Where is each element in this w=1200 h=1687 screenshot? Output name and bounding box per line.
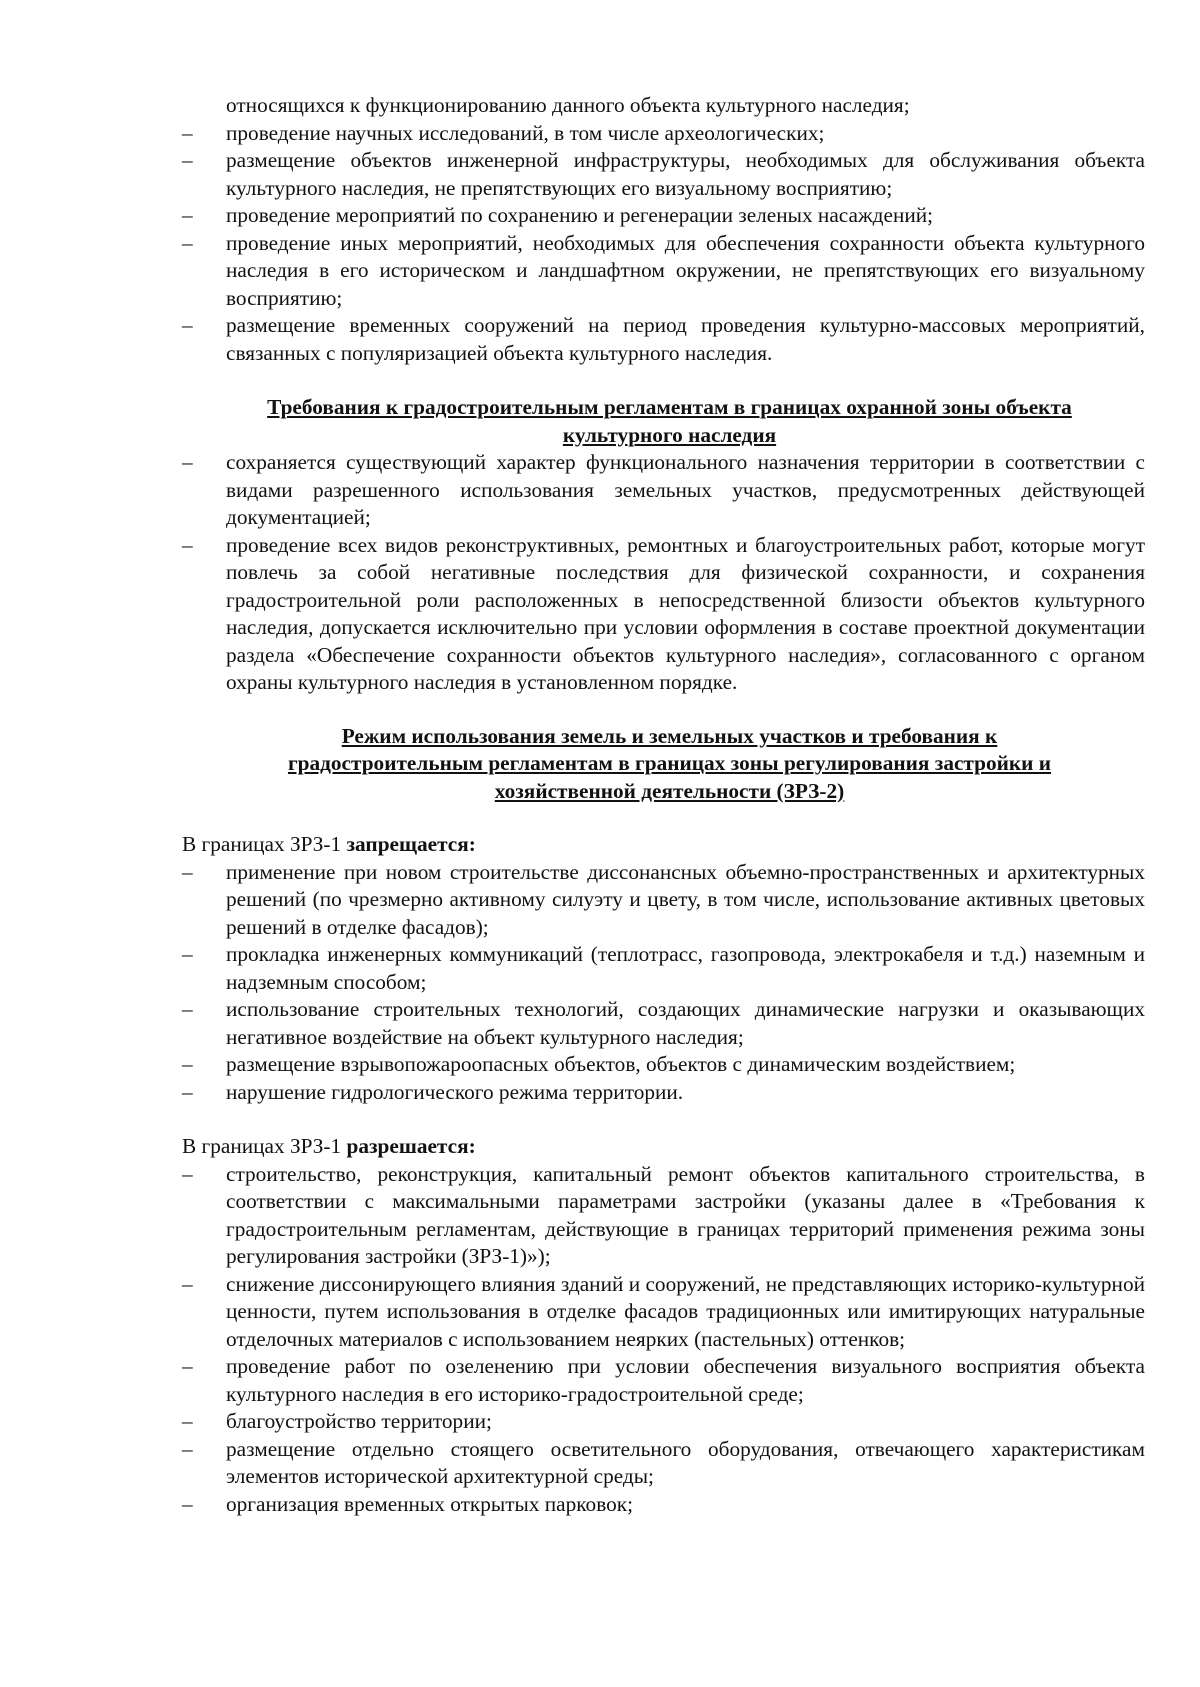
list-item bbox=[182, 1353, 1145, 1408]
heading-line: градостроительным регламентам в границах зоны регулирования застройки и bbox=[287, 751, 1052, 775]
list-dash: – bbox=[182, 1271, 193, 1296]
heading-line: культурного наследия bbox=[562, 422, 777, 447]
list-dash: – bbox=[182, 942, 193, 966]
list-item bbox=[182, 312, 1145, 367]
intro-prefix: В границах ЗРЗ-1 bbox=[182, 1134, 347, 1158]
intro-keyword: запрещается: bbox=[346, 832, 476, 856]
list-item-text: организация временных открытых парковок; bbox=[226, 1491, 634, 1516]
list-dash: – bbox=[182, 148, 193, 172]
list-item-text: проведение иных мероприятий, необходимых для обеспечения сохранности объекта культурного наследия в его историческом и ландшафтном окружении, не препятствующих его визуальному восприятию; bbox=[226, 230, 1145, 310]
list-item-text: проведение научных исследований, в том числе археологических; bbox=[226, 120, 825, 145]
list-dash: – bbox=[182, 313, 193, 337]
list-item bbox=[182, 1079, 1145, 1107]
list-item bbox=[182, 996, 1145, 1051]
list-dash: – bbox=[182, 1079, 193, 1104]
list-item-text: размещение временных сооружений на период проведения культурно-массовых мероприятий, связанных с популяризацией объекта культурного наследия. bbox=[226, 313, 1145, 365]
heading-line: Режим использования земель и земельных участков и требования к bbox=[341, 723, 998, 748]
list-item bbox=[182, 1436, 1145, 1491]
list-item-text: нарушение гидрологического режима территории. bbox=[226, 1079, 684, 1104]
list-dash: – bbox=[182, 1436, 193, 1461]
prohibited-intro bbox=[182, 831, 1145, 859]
list-item-text: размещение отдельно стоящего осветительного оборудования, отвечающего характеристикам элементов исторической архитектурной среды; bbox=[226, 1436, 1145, 1488]
heading-line: Требования к градостроительным регламентам в границах охранной зоны объекта bbox=[267, 395, 1072, 419]
list-item bbox=[182, 202, 1145, 230]
list-dash: – bbox=[182, 859, 193, 884]
list-item bbox=[182, 859, 1145, 942]
list-dash: – bbox=[182, 1491, 193, 1516]
list-b bbox=[182, 449, 1145, 697]
list-item bbox=[182, 147, 1145, 202]
list-item bbox=[182, 532, 1145, 697]
intro-prefix: В границах ЗРЗ-1 bbox=[182, 832, 347, 856]
list-dash: – bbox=[182, 450, 193, 474]
list-a bbox=[182, 120, 1145, 368]
list-item bbox=[182, 230, 1145, 313]
list-dash: – bbox=[182, 230, 193, 255]
heading-line: хозяйственной деятельности (ЗРЗ-2) bbox=[494, 778, 845, 803]
list-item-text: строительство, реконструкция, капитальный ремонт объектов капитального строительства, в соответствии с максимальными параметрами застройки (указаны далее в «Требования к градостроительным регламентам, действующие в границах территорий применения режима зоны регулирования застройки (ЗРЗ-1)»); bbox=[226, 1161, 1145, 1268]
permitted-list bbox=[182, 1161, 1145, 1519]
list-item bbox=[182, 941, 1145, 996]
list-dash: – bbox=[182, 532, 193, 557]
list-item-text: проведение всех видов реконструктивных, ремонтных и благоустроительных работ, которые могут повлечь за собой негативные последствия для физической сохранности, и сохранения градостроительной роли расположенных в непосредственной близости объектов культурного наследия, допускается исключительно при условии оформления в составе проектной документации раздела «Обеспечение сохранности объектов культурного наследия», согласованного с органом охраны культурного наследия в установленном порядке. bbox=[226, 532, 1145, 694]
prohibited-list bbox=[182, 859, 1145, 1107]
list-item-text: применение при новом строительстве диссонансных объемно-пространственных и архитектурных решений (по чрезмерно активному силуэту и цвету, в том числе, использование активных цветовых решений в отделке фасадов); bbox=[226, 859, 1145, 939]
list-dash: – bbox=[182, 120, 193, 145]
list-item bbox=[182, 120, 1145, 148]
section-heading-protection-zone bbox=[194, 394, 1145, 449]
list-item bbox=[182, 1271, 1145, 1354]
list-dash: – bbox=[182, 1354, 193, 1378]
intro-keyword: разрешается: bbox=[346, 1134, 476, 1158]
list-item-text: использование строительных технологий, создающих динамические нагрузки и оказывающих негативное воздействие на объект культурного наследия; bbox=[226, 997, 1145, 1049]
list-dash: – bbox=[182, 1409, 193, 1433]
permitted-intro bbox=[182, 1133, 1145, 1161]
list-item bbox=[182, 1491, 1145, 1519]
list-item-text: размещение объектов инженерной инфраструктуры, необходимых для обслуживания объекта культурного наследия, не препятствующих его визуальному восприятию; bbox=[226, 148, 1145, 200]
list-dash: – bbox=[182, 203, 193, 227]
continuation-text: относящихся к функционированию данного объекта культурного наследия; bbox=[226, 93, 910, 117]
list-item-text: прокладка инженерных коммуникаций (теплотрасс, газопровода, электрокабеля и т.д.) наземным и надземным способом; bbox=[226, 942, 1145, 994]
list-item-text: благоустройство территории; bbox=[226, 1409, 492, 1433]
list-item bbox=[182, 1408, 1145, 1436]
list-item bbox=[182, 449, 1145, 532]
list-item-text: проведение мероприятий по сохранению и регенерации зеленых насаждений; bbox=[226, 203, 934, 227]
list-dash: – bbox=[182, 1052, 193, 1076]
list-item bbox=[182, 1161, 1145, 1271]
list-dash: – bbox=[182, 1161, 193, 1186]
list-item-text: проведение работ по озеленению при условии обеспечения визуального восприятия объекта культурного наследия в его историко-градостроительной среде; bbox=[226, 1354, 1145, 1406]
section-heading-zrz2 bbox=[194, 723, 1145, 806]
list-item bbox=[182, 1051, 1145, 1079]
list-item-text: снижение диссонирующего влияния зданий и сооружений, не представляющих историко-культурной ценности, путем использования в отделке фасадов традиционных или имитирующих натуральные отделочных материалов с использованием неярких (пастельных) оттенков; bbox=[226, 1271, 1145, 1351]
list-item-text: сохраняется существующий характер функционального назначения территории в соответствии с видами разрешенного использования земельных участков, предусмотренных действующей документацией; bbox=[226, 450, 1145, 529]
document-body bbox=[182, 92, 1145, 1518]
list-item-text: размещение взрывопожароопасных объектов, объектов с динамическим воздействием; bbox=[226, 1052, 1016, 1076]
list-dash: – bbox=[182, 997, 193, 1021]
